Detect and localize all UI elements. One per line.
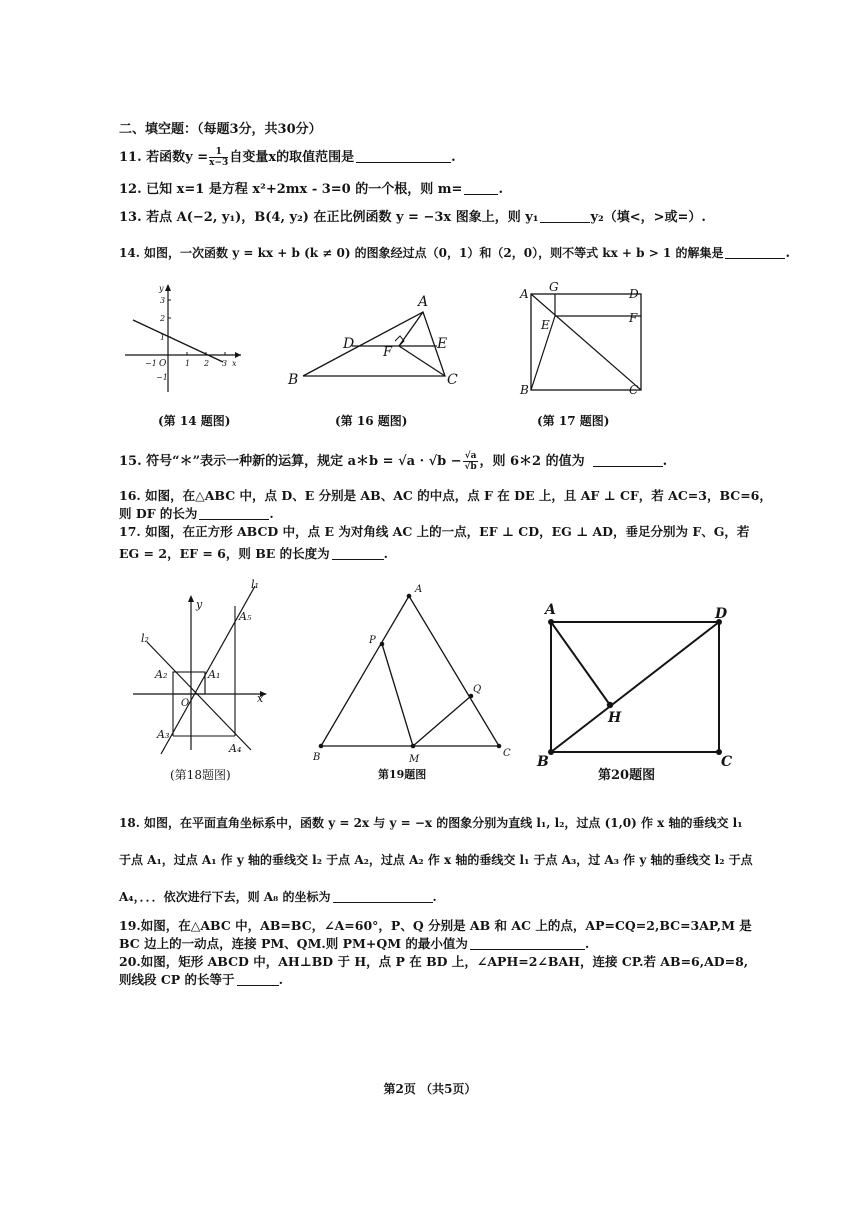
fig14-label: 2 [160, 314, 166, 323]
q11-numerator: 1 [209, 147, 228, 158]
q11-func: y = [185, 150, 209, 165]
fig14-label: 3 [160, 296, 166, 305]
q19-end: . [584, 936, 590, 951]
fig20-label: H [608, 710, 622, 726]
q17-answer-blank[interactable] [332, 547, 384, 560]
figure-18 [133, 580, 283, 760]
fig17-caption: (第 17 题图) [537, 414, 610, 428]
fig17-label: D [629, 287, 639, 301]
fig17-label: F [629, 311, 638, 325]
figure-20 [535, 600, 740, 770]
fig16-caption: (第 16 题图) [335, 414, 408, 428]
q19-answer-blank[interactable] [470, 937, 585, 950]
q19-text: BC 边上的一动点，连接 PM、QM.则 PM+QM 的最小值为 [119, 936, 468, 951]
fig14-label: O [159, 359, 167, 369]
figure-19 [305, 580, 520, 765]
q15-end: . [662, 454, 668, 469]
q11-denominator: x−3 [209, 158, 229, 168]
fig20-label: B [537, 754, 549, 770]
question-19-line1: 19.如图，在△ABC 中，AB=BC，∠A=60°，P、Q 分别是 AB 和 AC 上的点，AP=CQ=2,BC=3AP,M 是 [119, 918, 752, 933]
question-13 [119, 206, 706, 225]
question-20-line2 [119, 970, 283, 988]
q11-fraction [209, 147, 228, 168]
question-17-line2 [119, 544, 388, 562]
question-12 [119, 178, 503, 197]
q13-text: 13. 若点 A(−2, y₁)，B(4, y₂) 在正比例函数 y = −3x 图象上，则 y₁ [119, 210, 539, 225]
q14-text: 14. 如图，一次函数 y = kx + b (k ≠ 0) 的图象经过点（0，1）和（2，0），则不等式 kx + b > 1 的解集是 [119, 246, 724, 260]
figure-17 [515, 280, 655, 400]
section-title: 二、填空题：（每题3分，共30分） [119, 122, 322, 137]
fig18-label: O [181, 698, 190, 709]
fig18-label: l₁ [251, 578, 259, 591]
fig18-label: A₂ [155, 668, 168, 681]
question-15 [119, 450, 667, 472]
fig19-label: P [369, 635, 376, 646]
fig19-caption: 第19题图 [378, 768, 427, 781]
question-20-line1: 20.如图，矩形 ABCD 中，AH⊥BD 于 H，点 P 在 BD 上，∠APH=2∠BAH，连接 CP.若 AB=6,AD=8, [119, 954, 749, 969]
q18-answer-blank[interactable] [333, 890, 433, 903]
fig16-label: F [383, 345, 393, 360]
figure-16 [285, 290, 465, 390]
fig19-label: Q [473, 684, 482, 695]
q15-denominator: √b [464, 462, 477, 472]
fig20-label: A [545, 602, 556, 618]
q15-answer-blank[interactable] [593, 454, 663, 467]
q15-numerator: √a [464, 451, 477, 461]
fig18-caption: (第18题图) [170, 768, 231, 782]
fig16-label: E [437, 336, 448, 352]
q15-fraction [463, 451, 479, 472]
q11-answer-blank[interactable] [356, 150, 451, 163]
fig14-label: −1 [156, 373, 168, 382]
question-14 [119, 244, 790, 261]
fig16-label: B [288, 372, 299, 388]
fig16-label: C [447, 372, 458, 388]
q15-text2: ，则 6＊2 的值为 [479, 454, 585, 469]
fig18-label: l₂ [141, 632, 149, 645]
page-footer: 第2页 （共5页） [383, 1082, 477, 1096]
q12-text: 12. 已知 x=1 是方程 x²+2mx - 3=0 的一个根，则 m= [119, 182, 463, 197]
q11-end: . [451, 150, 456, 165]
fig19-label: M [409, 754, 420, 765]
q16-end: . [269, 506, 274, 521]
fig14-caption: (第 14 题图) [158, 414, 231, 428]
figure-14 [125, 282, 245, 392]
q11-prefix: 11. 若函数 [119, 150, 186, 165]
q17-text: EG = 2，EF = 6，则 BE 的长度为 [119, 546, 330, 561]
q12-end: . [498, 182, 503, 197]
question-18-line2: 于点 A₁，过点 A₁ 作 y 轴的垂线交 l₂ 于点 A₂，过点 A₂ 作 x 轴的垂线交 l₁ 于点 A₃，过 A₃ 作 y 轴的垂线交 l₂ 于点 [119, 853, 753, 867]
fig14-label: 1 [160, 333, 166, 342]
fig19-label: A [415, 584, 423, 595]
fig14-label: 2 [204, 359, 210, 368]
fig18-label: A₁ [208, 668, 221, 681]
fig20-label: C [721, 754, 733, 770]
q18-end: . [432, 890, 437, 904]
fig19-label: B [313, 752, 321, 763]
q20-text: 则线段 CP 的长等于 [119, 972, 235, 987]
fig18-label: y [196, 598, 203, 611]
question-19-line2 [119, 934, 589, 952]
question-18-line3 [119, 888, 437, 905]
fig18-label: A₅ [239, 610, 252, 623]
q11-text: 自变量x的取值范围是 [229, 150, 355, 165]
q16-text: 则 DF 的长为 [119, 506, 198, 521]
q20-end: . [278, 972, 283, 987]
fig20-label: D [715, 606, 728, 622]
fig14-label: 3 [222, 359, 228, 368]
q13-answer-blank[interactable] [540, 210, 590, 223]
question-18-line1: 18. 如图，在平面直角坐标系中，函数 y = 2x 与 y = −x 的图象分别为直线 l₁, l₂，过点 (1,0) 作 x 轴的垂线交 l₁ [119, 816, 743, 830]
q12-answer-blank[interactable] [464, 182, 498, 195]
q14-answer-blank[interactable] [725, 246, 785, 259]
question-17-line1: 17. 如图，在正方形 ABCD 中，点 E 为对角线 AC 上的一点，EF ⊥ CD，EG ⊥ AD，垂足分别为 F、G，若 [119, 524, 750, 539]
fig17-label: B [520, 383, 529, 397]
fig14-label: −1 [145, 359, 157, 368]
question-16-line1: 16. 如图，在△ABC 中，点 D、E 分别是 AB、AC 的中点，点 F 在 DE 上，且 AF ⊥ CF，若 AC=3，BC=6， [119, 488, 772, 503]
q14-end: . [785, 246, 790, 261]
question-11 [119, 146, 456, 168]
q17-end: . [383, 546, 389, 561]
fig19-label: C [503, 748, 511, 759]
fig14-label: y [159, 284, 164, 293]
fig17-label: C [629, 383, 639, 397]
fig17-label: E [541, 318, 550, 332]
fig17-label: A [520, 287, 529, 301]
fig18-label: A₄ [229, 742, 242, 755]
fig18-label: A₃ [157, 728, 170, 741]
fig14-label: 1 [185, 359, 191, 368]
q13-text2: y₂（填<，>或=）. [590, 210, 706, 225]
fig20-caption: 第20题图 [598, 768, 656, 783]
fig14-label: x [232, 359, 237, 368]
fig16-label: D [343, 336, 355, 352]
fig17-label: G [549, 280, 559, 294]
fig18-label: x [257, 692, 264, 705]
fig16-label: A [418, 294, 429, 310]
q20-answer-blank[interactable] [237, 973, 279, 986]
q16-answer-blank[interactable] [199, 507, 269, 520]
question-16-line2 [119, 504, 274, 522]
q18-text: A₄，．．．依次进行下去，则 A₈ 的坐标为 [119, 890, 331, 904]
q15-text: 15. 符号“＊”表示一种新的运算，规定 a＊b = √a · √b − [119, 454, 462, 469]
